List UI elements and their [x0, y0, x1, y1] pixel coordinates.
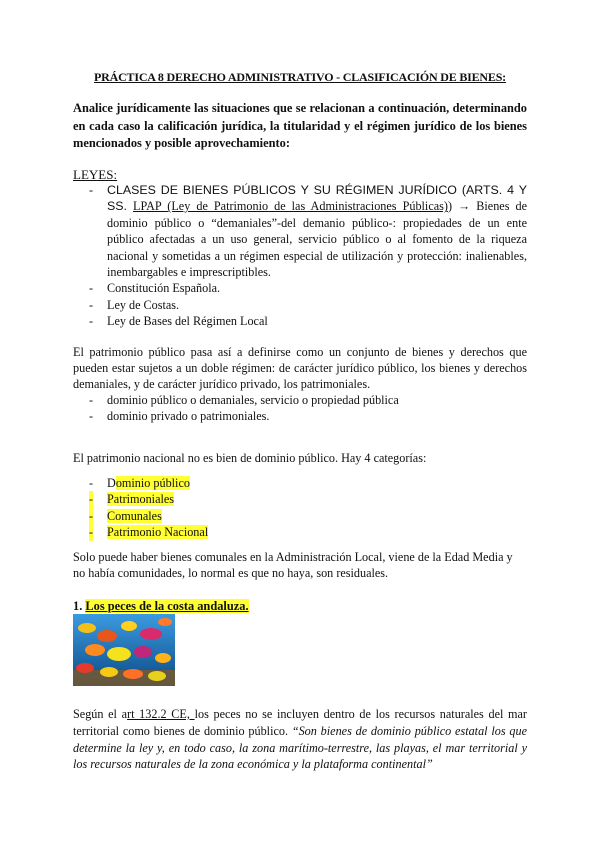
regimes-list — [73, 392, 527, 424]
laws-heading-text: LEYES — [73, 167, 114, 182]
section-1-heading — [73, 599, 249, 614]
article-reference: rt 132.2 CE, — [127, 707, 195, 721]
para4-body: los peces no se incluyen dentro de los recursos naturales del mar territorial como bienes de dominio público. — [73, 707, 527, 738]
dash-bullet: - — [89, 476, 94, 490]
regime-item-2: dominio privado o patrimoniales. — [107, 409, 270, 423]
dash-bullet: - — [89, 525, 94, 540]
dash-bullet: - — [89, 297, 94, 312]
category-item-1-first: D — [107, 476, 116, 490]
article-132-paragraph — [73, 706, 527, 773]
list-item — [73, 313, 527, 329]
list-item — [73, 475, 527, 491]
list-item — [73, 182, 527, 280]
laws-list — [73, 182, 527, 330]
regime-item-1: dominio público o demaniales, servicio o propiedad pública — [107, 393, 399, 407]
national-patrimony-paragraph: El patrimonio nacional no es bien de dominio público. Hay 4 categorías: — [73, 451, 427, 465]
document-title: PRÁCTICA 8 DERECHO ADMINISTRATIVO - CLASIFICACIÓN DE BIENES: — [94, 70, 506, 84]
law-item-1-paren: ) — [447, 199, 452, 214]
section-1-number: 1. — [73, 599, 86, 613]
dash-bullet: - — [89, 281, 94, 296]
law-item-4: Ley de Bases del Régimen Local — [107, 314, 268, 329]
communal-goods-paragraph: Solo puede haber bienes comunales en la Administración Local, viene de la Edad Media y no había comunidades, lo normal es que no haya, son residuales. — [73, 550, 513, 581]
dash-bullet: - — [89, 393, 94, 407]
dash-bullet: - — [89, 492, 94, 507]
category-item-2: Patrimoniales — [107, 492, 175, 507]
list-item — [73, 280, 527, 296]
constitution-quote: “Son bienes de dominio público estatal los que determine la ley y, en todo caso, la zona marítimo-terrestre, las playas, el mar territorial y los recursos naturales de la zona económica y la plataforma continental” — [73, 723, 527, 772]
para4-lead: Según el a — [73, 707, 128, 721]
list-item — [73, 408, 527, 424]
law-item-1-caps: CLASES DE BIENES PÚBLICOS Y SU RÉGIMEN JURÍDICO (ARTS. 4 Y SS. — [107, 183, 527, 214]
law-item-2: Constitución Española. — [107, 281, 221, 296]
category-item-3: Comunales — [107, 508, 162, 523]
list-item — [73, 508, 527, 524]
dash-bullet: - — [89, 409, 94, 423]
instructions-paragraph: Analice jurídicamente las situaciones que se relacionan a continuación, determinando en cada caso la calificación jurídica, la titularidad y el régimen jurídico de los bienes mencionados y posible aprovechamiento: — [73, 101, 527, 150]
lpap-link-text: LPAP (Ley de Patrimonio de las Administraciones Públicas) — [133, 199, 448, 214]
laws-heading-colon: : — [113, 167, 118, 182]
fish-photo — [73, 614, 175, 686]
patrimony-paragraph: El patrimonio público pasa así a definirse como un conjunto de bienes y derechos que pueden estar sujetos a un doble régimen: de carácter jurídico público, los bienes y derechos demaniales, y de carácter jurídico privado, los patrimoniales. — [73, 345, 527, 391]
section-1-title: Los peces de la costa andaluza. — [85, 599, 249, 613]
fish-photo-graphic — [73, 614, 175, 686]
category-item-4: Patrimonio Nacional — [107, 525, 209, 540]
list-item — [73, 297, 527, 313]
dash-bullet: - — [89, 508, 94, 523]
category-item-1-rest: ominio público — [115, 476, 190, 490]
list-item — [73, 524, 527, 540]
categories-list — [73, 475, 527, 541]
list-item — [73, 392, 527, 408]
law-item-1-rest: → Bienes de dominio público o “demaniales”-del demanio público-: propiedades de un ente público afectadas a un uso general, servicio público o al fomento de la riqueza nacional y sometidas a un régimen especial de utilización y protección: inalienables, inembargables e imprescriptibles. — [107, 199, 527, 280]
dash-bullet: - — [89, 183, 94, 197]
list-item — [73, 491, 527, 507]
dash-bullet: - — [89, 314, 94, 329]
law-item-3: Ley de Costas. — [107, 297, 180, 312]
laws-heading — [73, 167, 117, 183]
